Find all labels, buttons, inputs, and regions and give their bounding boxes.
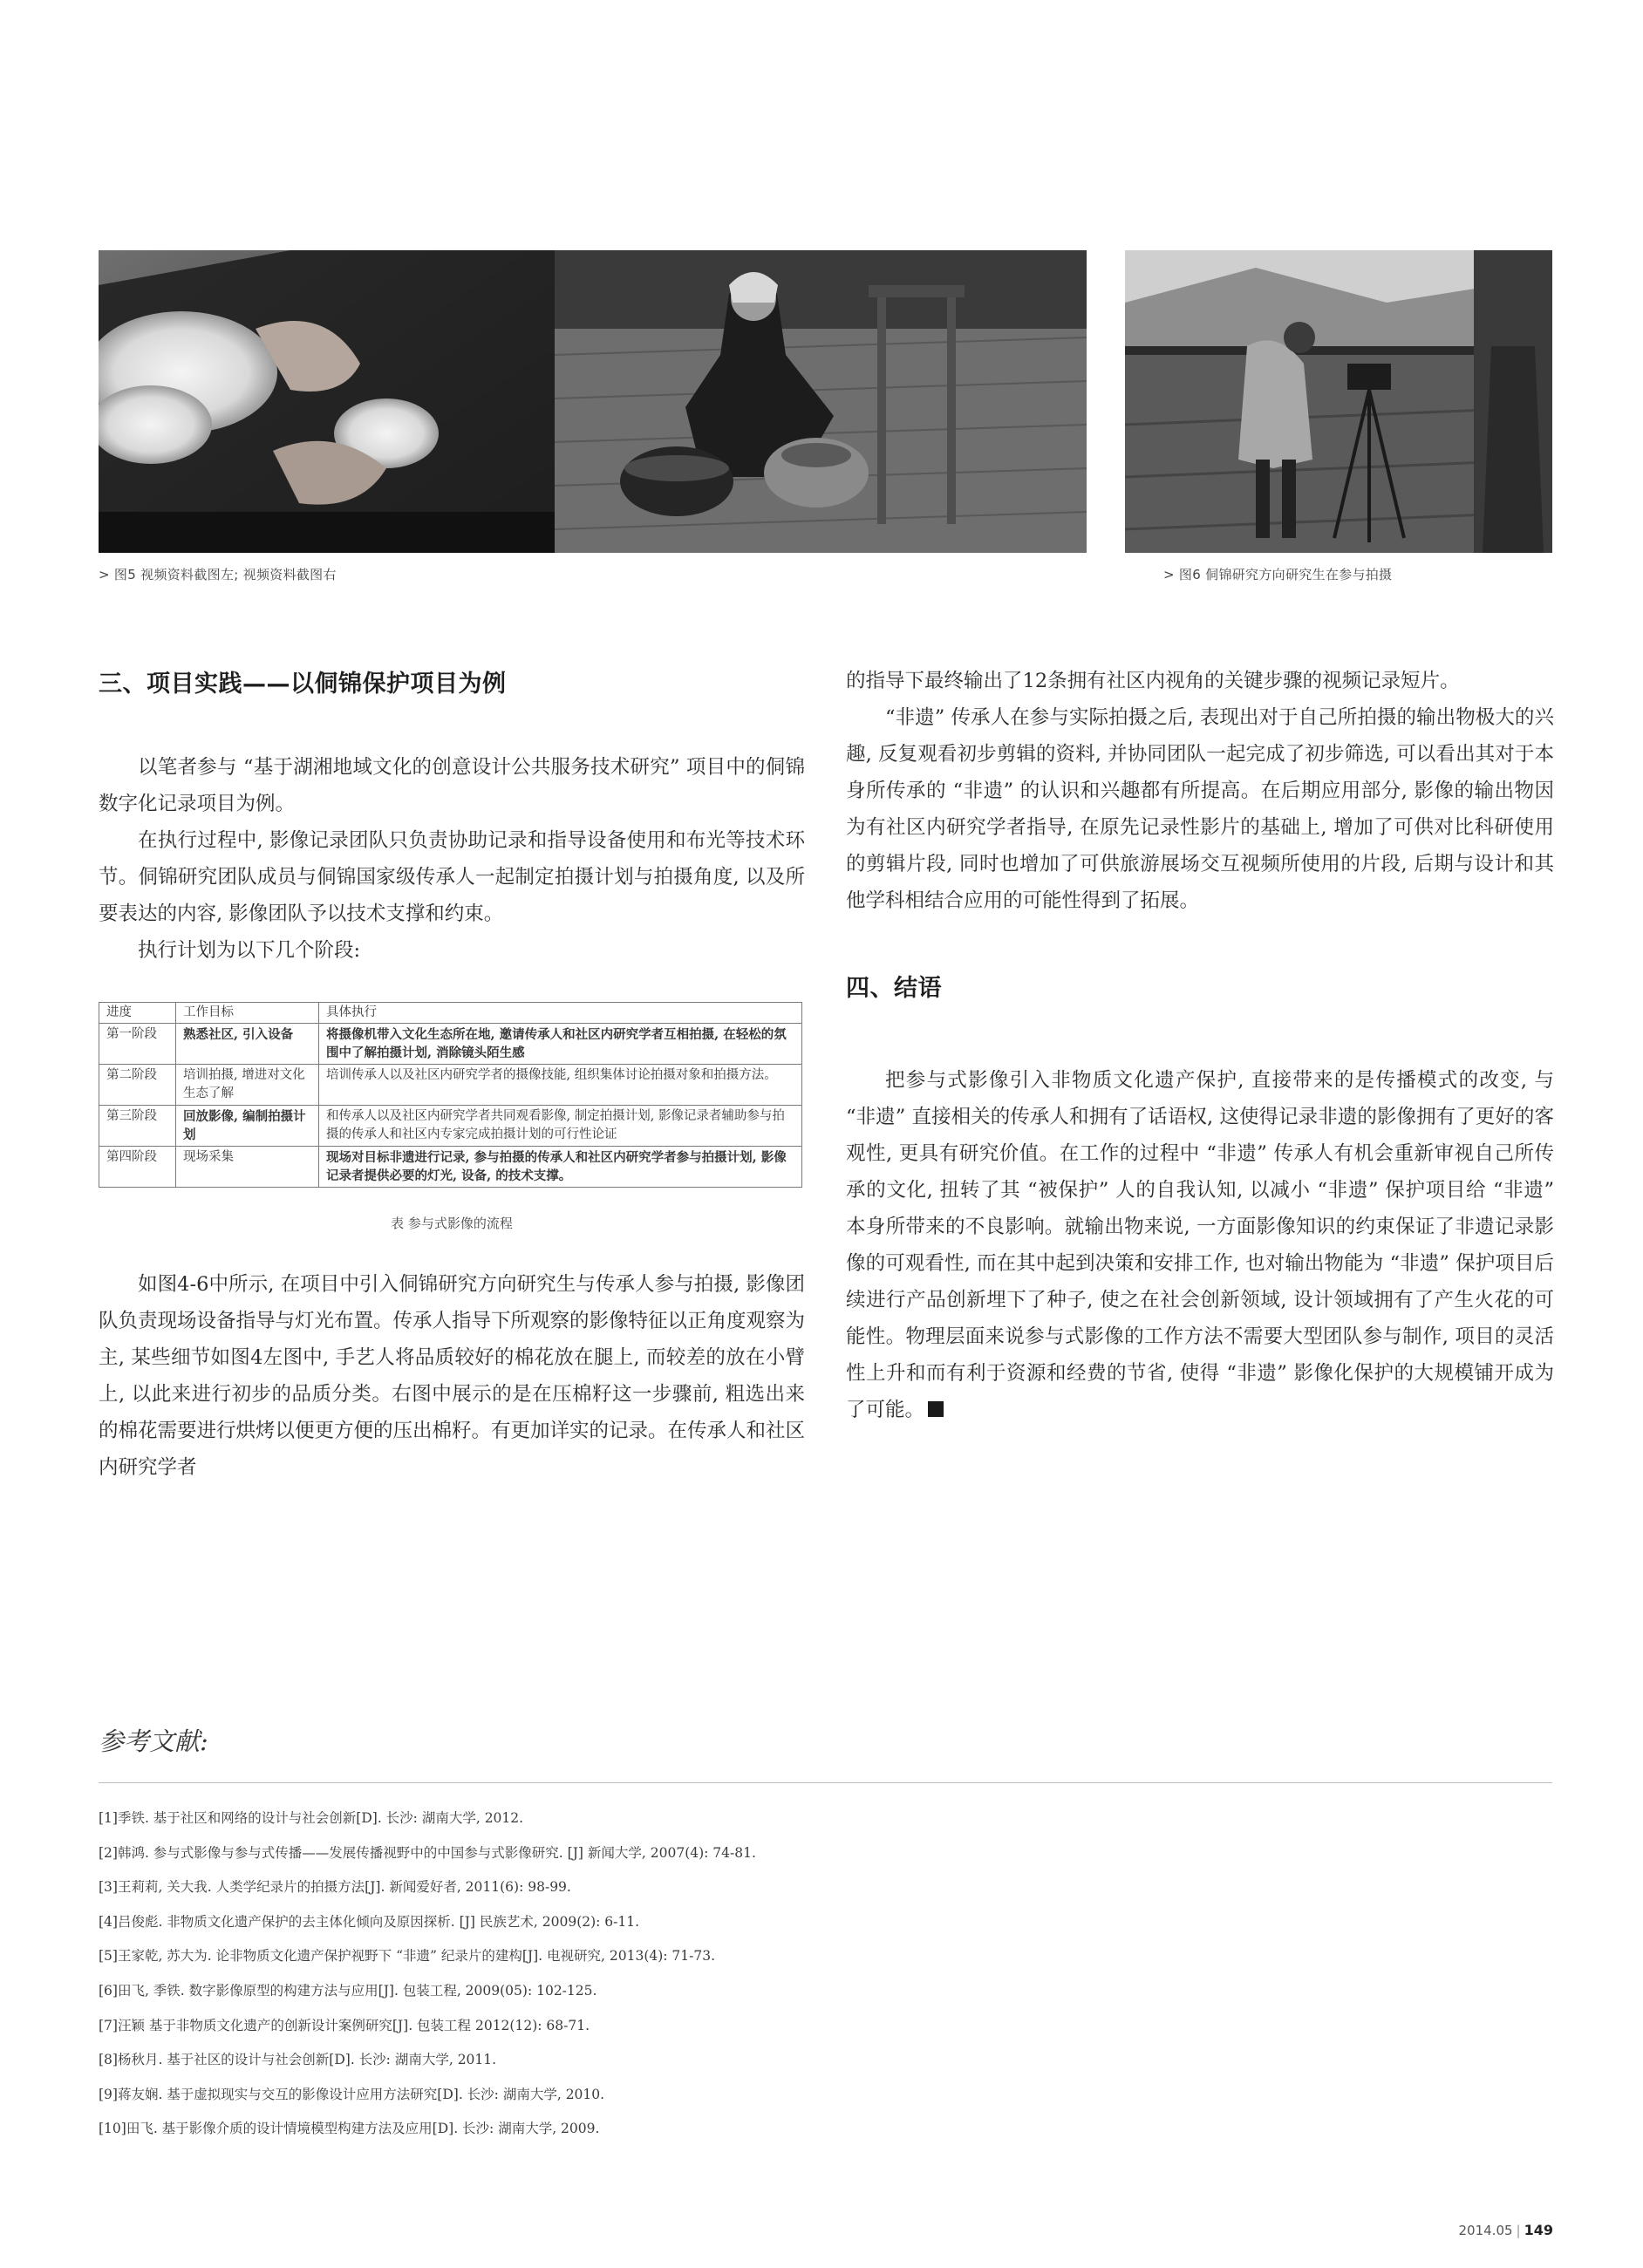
conclusion-text: 把参与式影像引入非物质文化遗产保护, 直接带来的是传播模式的改变, 与 “非遗” 直接相关的传承人和拥有了话语权, 这使得记录非遗的影像拥有了更好的客观性, 更具有研究价值。在工作的过程中 “非遗” 传承人有机会重新审视自己所传承的文化, 扭转了其 “被保护” 人的自我认知, 以减小 “非遗” 保护项目给 “非遗” 本身所带来的不良影响。就输出物来说, 一方面影像知识的约束保证了非遗记录影像的可观看性, 而在其中起到决策和安排工作, 也对输出物能为 “非遗” 保护项目后续进行产品创新埋下了种子, 使之在社会创新领域, 设计领域拥有了产生火花的可能性。物理层面来说参与式影像的工作方法不需要大型团队参与制作, 项目的灵活性上升和而有利于资源和经费的节省, 使得 “非遗” 影像化保护的大规模铺开成为了可能。 [846,1069,1554,1421]
issue-date: 2014.05 [1458,2223,1513,2238]
reference-item: [6]田飞, 季铁. 数字影像原型的构建方法与应用[J]. 包装工程, 2009(05): 102-125. [99,1982,597,1999]
references-list [99,1801,1552,2147]
page-footer [1459,2222,1554,2238]
table-header-row [99,1003,802,1024]
photo-woman-pressing-cotton [555,250,1087,553]
reference-item: [8]杨秋月. 基于社区的设计与社会创新[D]. 长沙: 湖南大学, 2011. [99,2052,497,2068]
table-cell-goal: 回放影像, 编制拍摄计划 [176,1106,319,1147]
photo-students-filming [1125,250,1552,553]
table-cell-execution: 将摄像机带入文化生态所在地, 邀请传承人和社区内研究学者互相拍摄, 在轻松的氛围中了解拍摄计划, 消除镜头陌生感 [319,1024,802,1065]
figure-5-caption: > 图5 视频资料截图左; 视频资料截图右 [99,567,337,582]
reference-item: [9]蒋友娴. 基于虚拟现实与交互的影像设计应用方法研究[D]. 长沙: 湖南大学, 2010. [99,2086,605,2102]
references-divider [99,1782,1552,1783]
table-row [99,1147,802,1188]
section-3-paragraph-1: 以笔者参与 “基于湖湘地域文化的创意设计公共服务技术研究” 项目中的侗锦数字化记录项目为例。 [99,756,805,815]
table-row [99,1106,802,1147]
table-cell-stage: 第三阶段 [99,1106,176,1147]
process-table [99,1002,802,1188]
section-3-paragraph-2: 在执行过程中, 影像记录团队只负责协助记录和指导设备使用和布光等技术环节。侗锦研究团队成员与侗锦国家级传承人一起制定拍摄计划与拍摄角度, 以及所要表达的内容, 影像团队予以技术支撑和约束。 [99,829,805,925]
section-3-paragraph-4: 如图4-6中所示, 在项目中引入侗锦研究方向研究生与传承人参与拍摄, 影像团队负责现场设备指导与灯光布置。传承人指导下所观察的影像特征以正角度观察为主, 某些细节如图4左图中, 手艺人将品质较好的棉花放在腿上, 而较差的放在小臂上, 以此来进行初步的品质分类。右图中展示的是在压棉籽这一步骤前, 粗选出来的棉花需要进行烘烤以便更方便的压出棉籽。有更加详实的记录。在传承人和社区内研究学者 [99,1273,806,1479]
left-column [99,658,805,1486]
footer-separator: | [1516,2223,1521,2238]
table-caption: 表 参与式影像的流程 [391,1216,513,1231]
table-cell-stage: 第四阶段 [99,1147,176,1188]
reference-item: [1]季铁. 基于社区和网络的设计与社会创新[D]. 长沙: 湖南大学, 2012. [99,1810,524,1826]
reference-item: [7]汪颖 基于非物质文化遗产的创新设计案例研究[J]. 包装工程 2012(12): 68-71. [99,2017,590,2033]
right-column [846,663,1554,1428]
table-cell-stage: 第一阶段 [99,1024,176,1065]
table-cell-goal: 现场采集 [176,1147,319,1188]
reference-item: [5]王家乾, 苏大为. 论非物质文化遗产保护视野下 “非遗” 纪录片的建构[J]. 电视研究, 2013(4): 71-73. [99,1948,716,1965]
table-cell-execution: 和传承人以及社区内研究学者共同观看影像, 制定拍摄计划, 影像记录者辅助参与拍摄的传承人和社区内专家完成拍摄计划的可行性论证 [319,1106,802,1147]
table-header-cell: 进度 [99,1003,176,1024]
table-cell-execution: 现场对目标非遗进行记录, 参与拍摄的传承人和社区内研究学者参与拍摄计划, 影像记录者提供必要的灯光, 设备, 的技术支撑。 [319,1147,802,1188]
table-cell-execution: 培训传承人以及社区内研究学者的摄像技能, 组织集体讨论拍摄对象和拍摄方法。 [319,1065,802,1106]
table-cell-goal: 熟悉社区, 引入设备 [176,1024,319,1065]
section-3-paragraph-4-continued: 的指导下最终输出了12条拥有社区内视角的关键步骤的视频记录短片。 [846,670,1460,692]
section-3-heading: 三、项目实践——以侗锦保护项目为例 [99,671,507,698]
table-header-cell: 工作目标 [176,1003,319,1024]
conclusion-paragraph [846,1062,1554,1428]
table-row [99,1065,802,1106]
photo-cotton-hands [99,250,555,553]
section-4-heading: 四、结语 [846,975,942,1002]
end-mark-icon [928,1401,944,1417]
table-cell-stage: 第二阶段 [99,1065,176,1106]
reference-item: [3]王莉莉, 关大我. 人类学纪录片的拍摄方法[J]. 新闻爱好者, 2011(6): 98-99. [99,1879,571,1896]
page-number: 149 [1524,2222,1553,2238]
reference-item: [10]田飞. 基于影像介质的设计情境模型构建方法及应用[D]. 长沙: 湖南大学, 2009. [99,2121,600,2137]
section-3-paragraph-5: “非遗” 传承人在参与实际拍摄之后, 表现出对于自己所拍摄的输出物极大的兴趣, 反复观看初步剪辑的资料, 并协同团队一起完成了初步筛选, 可以看出其对于本身所传承的 “非遗” 的认识和兴趣都有所提高。在后期应用部分, 影像的输出物因为有社区内研究学者指导, 在原先记录性影片的基础上, 增加了可供对比科研使用的剪辑片段, 同时也增加了可供旅游展场交互视频所使用的片段, 后期与设计和其他学科相结合应用的可能性得到了拓展。 [846,706,1554,912]
table-header-cell: 具体执行 [319,1003,802,1024]
reference-item: [2]韩鸿. 参与式影像与参与式传播——发展传播视野中的中国参与式影像研究. [J] 新闻大学, 2007(4): 74-81. [99,1844,756,1861]
reference-item: [4]吕俊彪. 非物质文化遗产保护的去主体化倾向及原因探析. [J] 民族艺术, 2009(2): 6-11. [99,1913,640,1930]
section-3-paragraph-3: 执行计划为以下几个阶段: [138,939,361,962]
table-row [99,1024,802,1065]
figure-6-caption: > 图6 侗锦研究方向研究生在参与拍摄 [1163,567,1393,582]
references-title: 参考文献: [99,1727,208,1756]
table-cell-goal: 培训拍摄, 增进对文化生态了解 [176,1065,319,1106]
